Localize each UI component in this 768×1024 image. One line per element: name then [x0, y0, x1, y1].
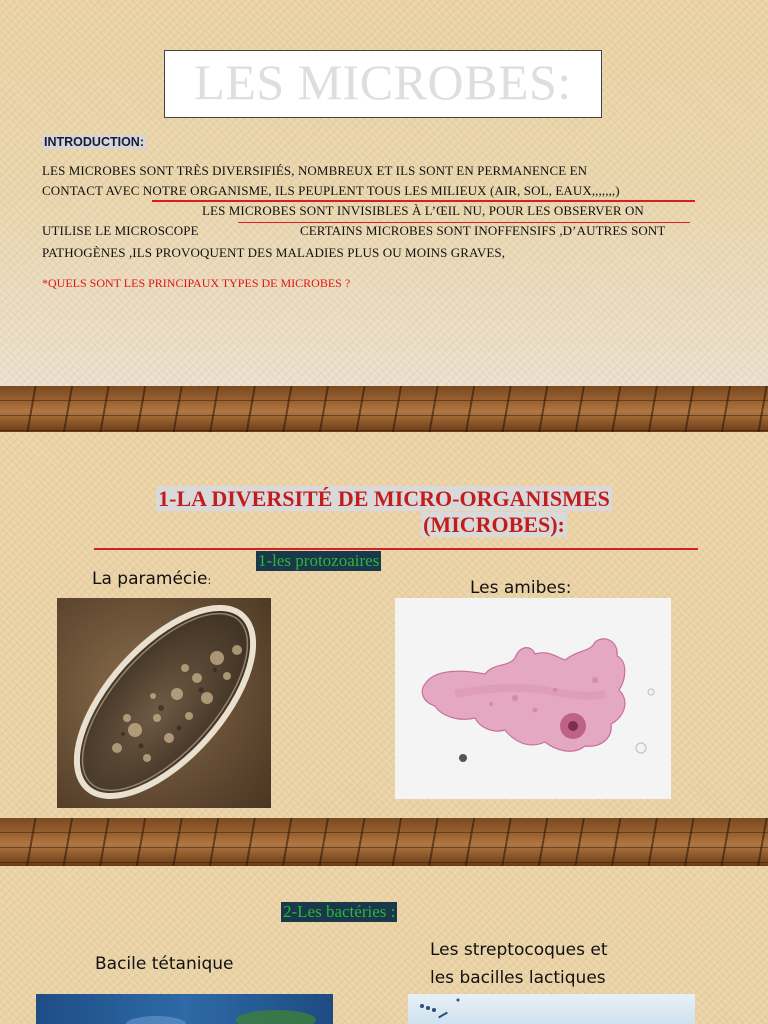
heading-rule — [94, 548, 698, 550]
label-paramecie: La paramécie: — [92, 569, 212, 589]
slide-introduction — [0, 0, 768, 386]
intro-line-2: CONTACT AVEC NOTRE ORGANISME, ILS PEUPLENT TOUS LES MILIEUX (AIR, SOL, EAUX,,,,,,,) — [42, 183, 620, 198]
intro-line-6: PATHOGÈNES ,ILS PROVOQUENT DES MALADIES PLUS OU MOINS GRAVES, — [42, 245, 506, 260]
paramecie-photo — [57, 598, 271, 808]
label-streptocoques-line-2: les bacilles lactiques — [430, 968, 606, 988]
label-bacile-tetanique: Bacile tétanique — [95, 954, 234, 974]
intro-line-3: LES MICROBES SONT INVISIBLES À L’ŒIL NU, POUR LES OBSERVER ON — [202, 203, 644, 218]
question-text: *QUELS SONT LES PRINCIPAUX TYPES DE MICROBES ? — [42, 276, 351, 290]
wood-floor-divider-2 — [0, 818, 768, 866]
amibes-photo — [395, 598, 671, 799]
bacile-tetanique-photo — [36, 994, 333, 1024]
section-protozoaires: 1-les protozoaires — [258, 551, 380, 570]
streptocoques-photo — [408, 994, 695, 1024]
streptocoques-image — [408, 994, 695, 1024]
label-streptocoques-line-1: Les streptocoques et — [430, 940, 608, 960]
slide-bacteries — [0, 866, 768, 1024]
diversity-heading-line-1: 1-LA DIVERSITÉ DE MICRO-ORGANISMES — [158, 486, 610, 511]
slide-protozoaires — [0, 432, 768, 818]
section-bacteries: 2-Les bactéries : — [283, 902, 396, 921]
intro-line-1: LES MICROBES SONT TRÈS DIVERSIFIÉS, NOMBREUX ET ILS SONT EN PERMANENCE EN — [42, 163, 588, 178]
wood-floor-divider-1 — [0, 386, 768, 432]
title-box — [164, 50, 602, 118]
label-amibes: Les amibes: — [470, 578, 572, 598]
amibes-image — [395, 598, 671, 799]
introduction-label: INTRODUCTION: — [44, 135, 144, 149]
page-title: LES MICROBES: — [194, 54, 572, 110]
diversity-heading-line-2: (MICROBES): — [423, 512, 565, 537]
bacile-image — [36, 994, 333, 1024]
red-underline — [152, 200, 695, 202]
intro-line-5: CERTAINS MICROBES SONT INOFFENSIFS ,D’AUTRES SONT — [300, 223, 666, 238]
paramecie-image — [57, 598, 271, 808]
intro-line-4: UTILISE LE MICROSCOPE — [42, 223, 199, 238]
